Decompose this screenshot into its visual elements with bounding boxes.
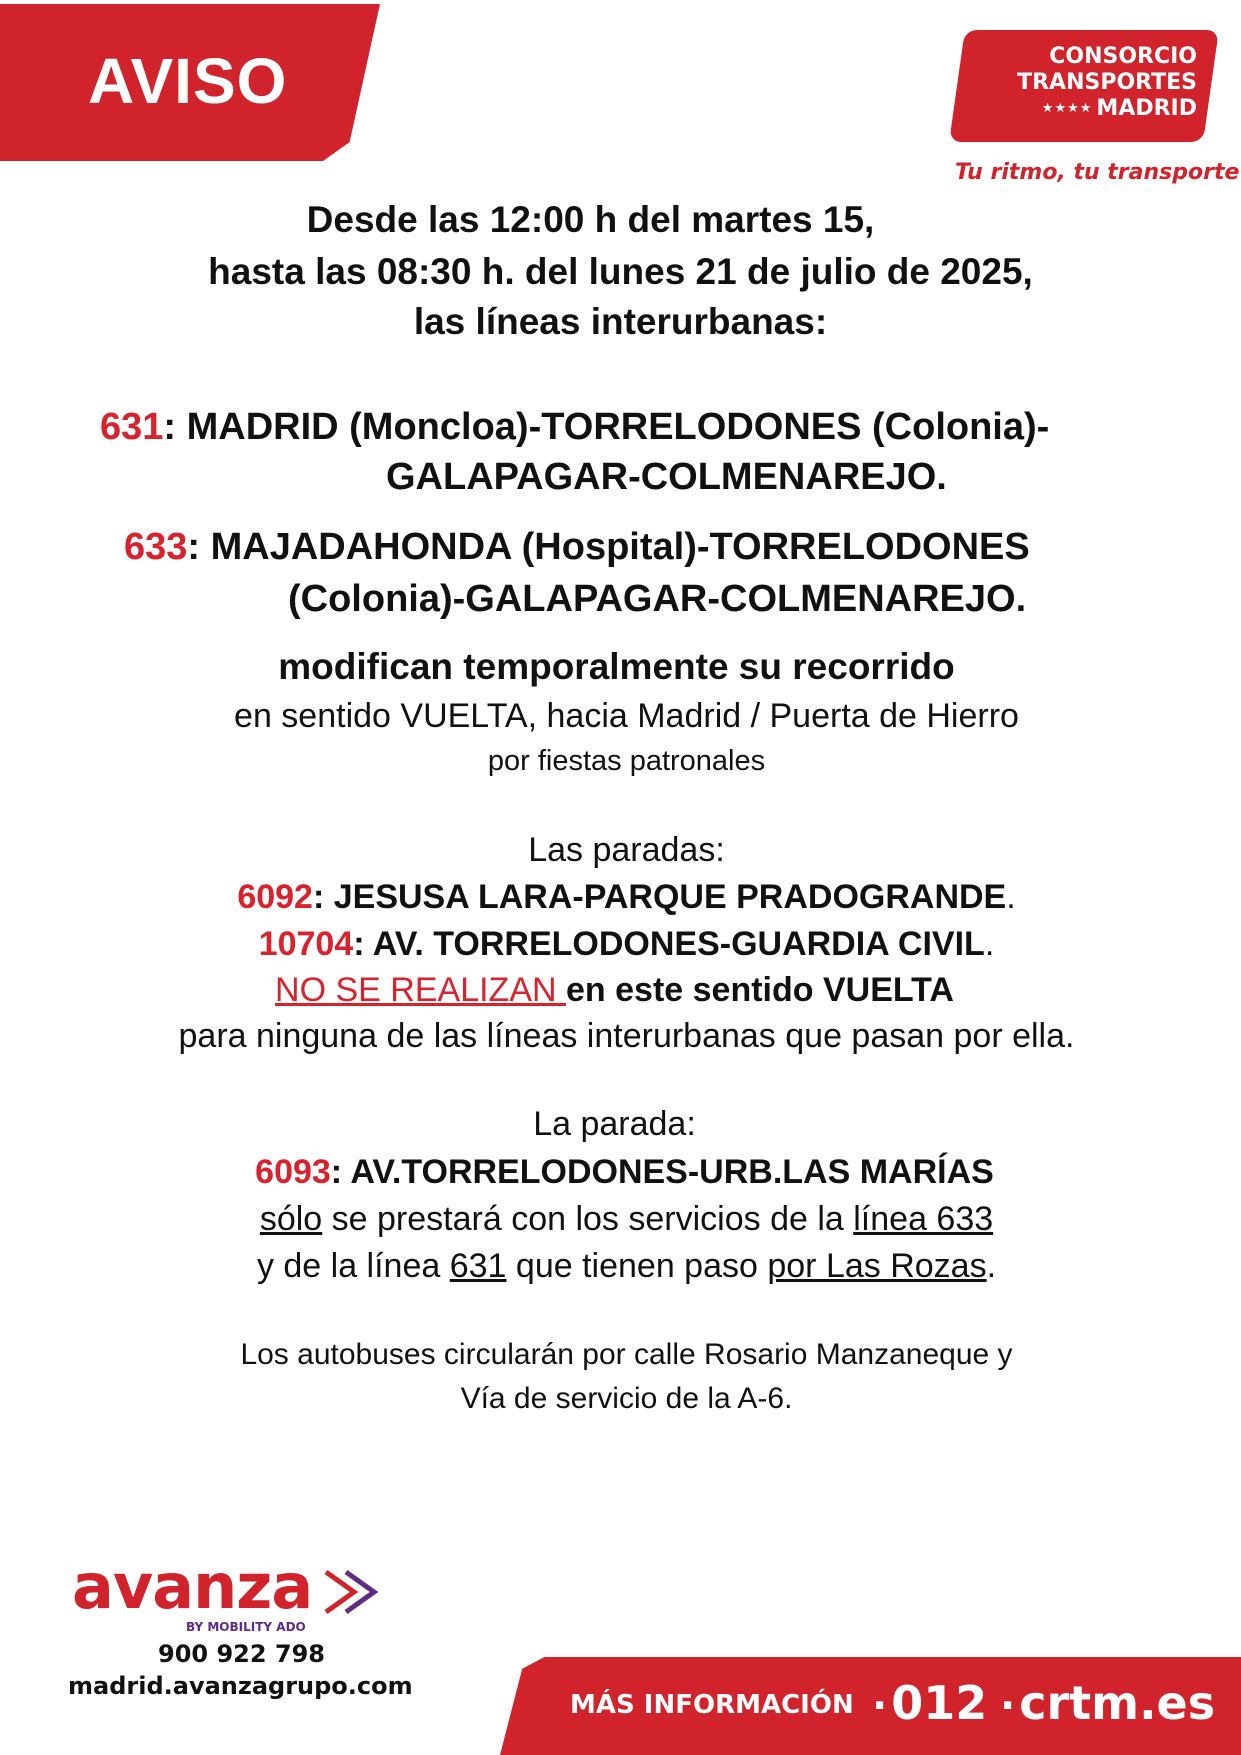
stop-6093-name: AV.TORRELODONES-URB.LAS MARÍAS — [350, 1153, 994, 1191]
info-web: ·crtm.es — [1000, 1676, 1216, 1730]
avanza-subtitle: BY MOBILITY ADO — [186, 1620, 306, 1634]
single-stop-las-rozas: por Las Rozas — [767, 1247, 987, 1285]
avanza-wordmark: avanza — [72, 1550, 313, 1623]
stops-heading: Las paradas: — [528, 831, 725, 869]
single-stop-line-2 — [6, 1242, 1241, 1290]
stop-6093-code: 6093 — [255, 1153, 331, 1191]
single-stop-only: sólo — [259, 1200, 323, 1238]
info-phone-number: 012 — [891, 1676, 988, 1730]
crtm-logo-line-2: TRANSPORTES — [1017, 70, 1197, 95]
line-633-number: 633 — [124, 526, 188, 568]
detour-line-1: Los autobuses circularán por calle Rosario Manzaneque y — [240, 1338, 1013, 1371]
stop-10704-code: 10704 — [258, 925, 354, 963]
avanza-chevron-icon — [324, 1568, 394, 1618]
stop-10704-end: . — [984, 925, 995, 963]
slogan: Tu ritmo, tu transporte — [955, 160, 1240, 185]
single-stop-line-633: línea 633 — [853, 1200, 994, 1238]
not-served-line — [0, 966, 1235, 1014]
stop-6093 — [4, 1148, 1241, 1196]
stop-6092-code: 6092 — [237, 878, 313, 916]
footer-phone: 900 922 798 — [158, 1640, 326, 1668]
not-served-label: NO SE REALIZAN — [275, 971, 567, 1009]
single-stop-line-1 — [6, 1195, 1241, 1243]
not-served-rest: en este sentido VUELTA — [566, 971, 954, 1009]
stop-6092-name: JESUSA LARA-PARQUE PRADOGRANDE — [333, 878, 1007, 916]
single-stop-text-1: se prestará con los servicios de la — [322, 1200, 854, 1238]
single-stop-line-631: 631 — [449, 1247, 507, 1285]
modification-direction: en sentido VUELTA, hacia Madrid / Puerta de Hierro — [234, 697, 1019, 735]
crtm-logo-line-1: CONSORCIO — [1049, 44, 1197, 69]
line-633-route: : MAJADAHONDA (Hospital)-TORRELODONES — [187, 526, 1030, 568]
info-phone: ·012 — [872, 1676, 988, 1730]
line-633-row-1 — [124, 522, 1030, 572]
stop-10704 — [6, 920, 1241, 968]
intro-line-1: Desde las 12:00 h del martes 15, — [306, 199, 875, 240]
stop-6092-end: . — [1006, 878, 1016, 916]
footer-website: madrid.avanzagrupo.com — [68, 1672, 413, 1700]
stop-6092 — [6, 873, 1241, 921]
aviso-title: AVISO — [88, 45, 288, 117]
modification-reason: por fiestas patronales — [487, 745, 766, 777]
single-stop-text-2: y de la línea — [256, 1247, 450, 1285]
info-label: MÁS INFORMACIÓN — [570, 1690, 854, 1720]
stop-10704-sep: : — [353, 925, 373, 963]
intro-line-2: hasta las 08:30 h. del lunes 21 de julio de 2025, — [208, 251, 1033, 292]
avanza-logo — [68, 1550, 398, 1645]
line-631-row-1 — [100, 402, 1049, 452]
line-631-number: 631 — [100, 406, 164, 448]
info-web-text: crtm.es — [1019, 1676, 1216, 1730]
line-631-route: : MADRID (Moncloa)-TORRELODONES (Colonia)- — [163, 406, 1050, 448]
single-stop-heading: La parada: — [533, 1105, 696, 1143]
crtm-logo-line-3: MADRID — [1096, 96, 1197, 121]
crtm-stars-icon: ★★★★ — [1041, 101, 1093, 116]
line-631-route-cont: GALAPAGAR-COLMENAREJO. — [386, 456, 947, 498]
line-633-route-cont: (Colonia)-GALAPAGAR-COLMENAREJO. — [288, 578, 1027, 620]
single-stop-text-3: que tienen paso — [506, 1247, 768, 1285]
stop-6092-sep: : — [312, 878, 334, 916]
not-served-note: para ninguna de las líneas interurbanas que pasan por ella. — [178, 1017, 1075, 1055]
single-stop-end: . — [986, 1247, 997, 1285]
detour-line-2: Vía de servicio de la A-6. — [460, 1382, 793, 1415]
crtm-logo — [957, 30, 1211, 142]
intro-line-3: las líneas interurbanas: — [413, 301, 828, 342]
stop-10704-name: AV. TORRELODONES-GUARDIA CIVIL — [372, 925, 985, 963]
stop-6093-sep: : — [330, 1153, 351, 1191]
modification-title: modifican temporalmente su recorrido — [278, 646, 955, 687]
